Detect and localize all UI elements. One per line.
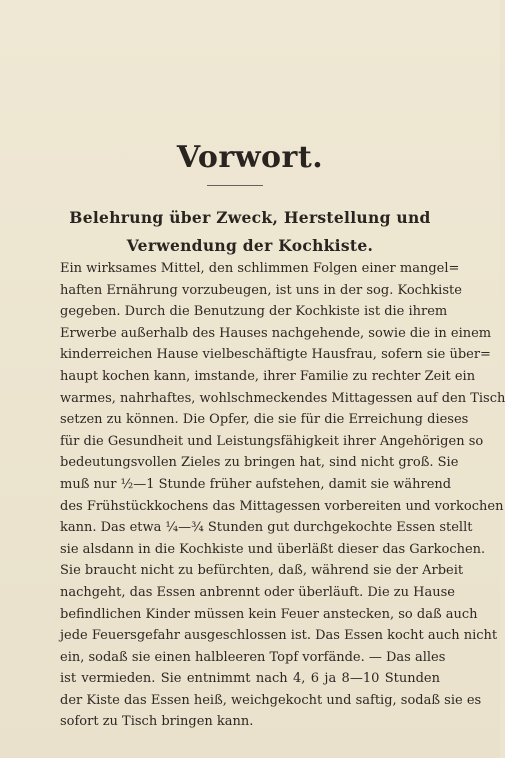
text-line: ein, sodaß sie einen halbleeren Topf vorfände. — Das alles bbox=[60, 649, 446, 665]
text-line: Ein wirksames Mittel, den schlimmen Folgen einer mangel= bbox=[60, 261, 460, 276]
text-line: nachgeht, das Essen anbrennt oder überläuft. Die zu Hause bbox=[60, 584, 455, 600]
text-line: warmes, nahrhaftes, wohlschmeckendes Mittagessen auf den Tisch bbox=[60, 390, 505, 406]
text-line: bedeutungsvollen Zieles zu bringen hat, sind nicht groß. Sie bbox=[60, 455, 459, 471]
text-line: kann. Das etwa ¼—¾ Stunden gut durchgekochte Essen stellt bbox=[60, 520, 473, 536]
body-text bbox=[60, 258, 505, 733]
text-line: Erwerbe außerhalb des Hauses nachgehende, sowie die in einem bbox=[60, 325, 492, 341]
text-line: kinderreichen Hause vielbeschäftigte Hausfrau, sofern sie über= bbox=[60, 347, 491, 363]
section-heading-line-1: Belehrung über Zweck, Herstellung und bbox=[69, 208, 431, 227]
text-line: gegeben. Durch die Benutzung der Kochkiste ist die ihrem bbox=[60, 304, 448, 320]
section-heading bbox=[60, 204, 440, 260]
text-line: des Frühstückkochens das Mittagessen vorbereiten und vorkochen bbox=[60, 498, 504, 514]
text-line: haupt kochen kann, imstande, ihrer Familie zu rechter Zeit ein bbox=[60, 368, 476, 384]
text-line: befindlichen Kinder müssen kein Feuer anstecken, so daß auch bbox=[60, 606, 478, 622]
text-line: muß nur ½—1 Stunde früher aufstehen, damit sie während bbox=[60, 476, 452, 492]
section-heading-line-2: Verwendung der Kochkiste. bbox=[126, 236, 374, 255]
text-line: sie alsdann in die Kochkiste und überläßt dieser das Garkochen. bbox=[60, 541, 486, 557]
text-line: haften Ernährung vorzubeugen, ist uns in der sog. Kochkiste bbox=[60, 282, 462, 298]
text-line: der Kiste das Essen heiß, weichgekocht und saftig, sodaß sie es bbox=[60, 692, 482, 708]
text-line: für die Gesundheit und Leistungsfähigkeit ihrer Angehörigen so bbox=[60, 433, 484, 449]
text-line: ist vermieden. Sie entnimmt nach 4, 6 ja 8—10 Stunden bbox=[60, 671, 440, 687]
text-line: setzen zu können. Die Opfer, die sie für die Erreichung dieses bbox=[60, 412, 469, 428]
page-title: Vorwort. bbox=[176, 140, 324, 175]
text-line: sofort zu Tisch bringen kann. bbox=[60, 714, 254, 730]
text-line: jede Feuersgefahr ausgeschlossen ist. Das Essen kocht auch nicht bbox=[60, 628, 498, 644]
title-divider bbox=[207, 185, 263, 186]
text-line: Sie braucht nicht zu befürchten, daß, während sie der Arbeit bbox=[60, 563, 464, 579]
